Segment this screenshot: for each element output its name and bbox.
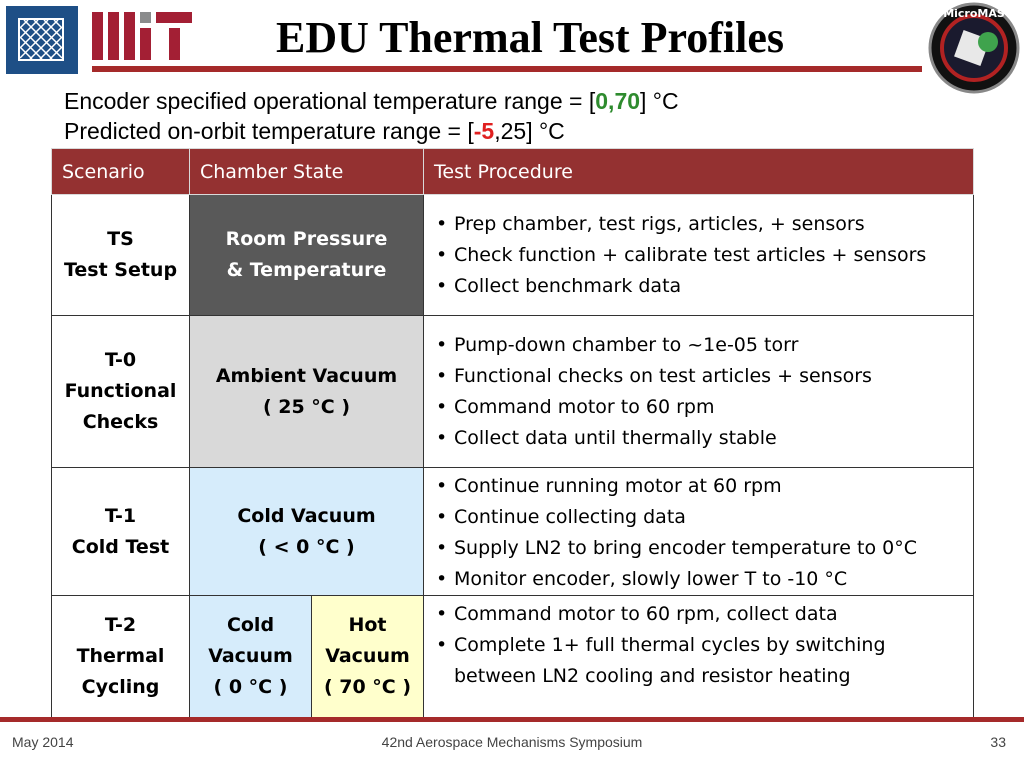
chamber-state-line: Hot: [348, 614, 387, 636]
procedure-item: • Supply LN2 to bring encoder temperature to 0°C: [434, 533, 967, 564]
procedure-cell: [424, 316, 974, 468]
chamber-state-line: ( 0 °C ): [213, 676, 288, 698]
scenario-code: TS: [107, 228, 134, 250]
chamber-state-line: ( < 0 °C ): [258, 535, 355, 558]
procedure-item: • Check function + calibrate test articles + sensors: [434, 240, 967, 271]
encoder-range-suffix: ] °C: [640, 88, 679, 114]
test-profile-table: [51, 148, 974, 718]
mit-logo: [92, 12, 192, 60]
scenario-name: Thermal: [76, 645, 165, 667]
chamber-state-line: Room Pressure: [225, 228, 388, 250]
chamber-state-line: Vacuum: [208, 645, 293, 667]
scenario-name: Functional: [64, 380, 177, 402]
lattice-logo-icon: [6, 6, 78, 74]
encoder-range-prefix: Encoder specified operational temperature range = [: [64, 88, 596, 114]
procedure-item: • Continue running motor at 60 rpm: [434, 471, 967, 502]
procedure-item-continuation: between LN2 cooling and resistor heating: [454, 665, 851, 687]
scenario-code: T-1: [104, 504, 137, 527]
chamber-state-line: Cold Vacuum: [237, 504, 376, 527]
chamber-state-line: Cold: [226, 614, 275, 636]
encoder-range-high: 70: [614, 88, 641, 114]
chamber-state-line: & Temperature: [226, 259, 387, 281]
orbit-range-low: -5: [473, 118, 495, 144]
table-row: [52, 596, 974, 718]
chamber-state-line: ( 25 °C ): [262, 395, 351, 418]
chamber-cold-cell: [190, 596, 312, 718]
footer-event: 42nd Aerospace Mechanisms Symposium: [381, 734, 643, 750]
procedure-cell: [424, 195, 974, 316]
procedure-cell: [424, 468, 974, 596]
chamber-state-line: ( 70 °C ): [323, 676, 412, 698]
procedure-list: [434, 471, 967, 595]
footer-page-number: 33: [990, 734, 1006, 750]
procedure-list: [434, 209, 967, 302]
scenario-name: Checks: [82, 411, 159, 433]
procedure-item: • Pump-down chamber to ~1e-05 torr: [434, 330, 967, 361]
procedure-list: [434, 330, 967, 454]
header-test-procedure: Test Procedure: [424, 149, 974, 195]
procedure-item: • Functional checks on test articles + sensors: [434, 361, 967, 392]
scenario-code: T-2: [104, 614, 137, 636]
orbit-range-line: [64, 116, 565, 146]
table-header-row: [52, 149, 974, 195]
orbit-range-rest: ,25] °C: [494, 118, 565, 144]
procedure-item: • Monitor encoder, slowly lower T to -10 °C: [434, 564, 967, 595]
scenario-code: T-0: [104, 349, 137, 371]
encoder-range-low: 0: [595, 88, 609, 114]
scenario-cell: [52, 596, 190, 718]
procedure-item: • Prep chamber, test rigs, articles, + sensors: [434, 209, 967, 240]
encoder-range-comma: ,: [608, 88, 615, 114]
procedure-cell: [424, 596, 974, 718]
procedure-item: • Continue collecting data: [434, 502, 967, 533]
scenario-cell: [52, 468, 190, 596]
chamber-state-line: Vacuum: [325, 645, 410, 667]
table-row: [52, 195, 974, 316]
scenario-name: Cycling: [81, 676, 160, 698]
chamber-state-line: Ambient Vacuum: [215, 364, 398, 387]
table-row: [52, 316, 974, 468]
scenario-name: Test Setup: [63, 259, 178, 281]
chamber-state-cell: [190, 195, 424, 316]
procedure-item: • Complete 1+ full thermal cycles by switching: [434, 630, 967, 661]
chamber-hot-cell: [312, 596, 424, 718]
header-chamber-state: Chamber State: [190, 149, 424, 195]
procedure-item: • Collect benchmark data: [434, 271, 967, 302]
chamber-state-cell: [190, 316, 424, 468]
scenario-cell: [52, 195, 190, 316]
chamber-state-cell: [190, 468, 424, 596]
procedure-item: • Collect data until thermally stable: [434, 423, 967, 454]
scenario-name: Cold Test: [71, 535, 170, 558]
title-rule: [92, 66, 922, 72]
scenario-cell: [52, 316, 190, 468]
footer-date: May 2014: [12, 734, 74, 750]
mission-logo-text: MicroMAS: [943, 7, 1005, 20]
encoder-range-line: [64, 86, 679, 116]
mission-logo: [928, 2, 1020, 94]
page-title: EDU Thermal Test Profiles: [275, 13, 785, 62]
header-scenario: Scenario: [52, 149, 190, 195]
procedure-item: • Command motor to 60 rpm, collect data: [434, 599, 967, 630]
procedure-list: [434, 599, 967, 692]
table-row: [52, 468, 974, 596]
footer-rule: [0, 717, 1024, 722]
orbit-range-prefix: Predicted on-orbit temperature range = [: [64, 118, 474, 144]
procedure-item: • Command motor to 60 rpm: [434, 392, 967, 423]
